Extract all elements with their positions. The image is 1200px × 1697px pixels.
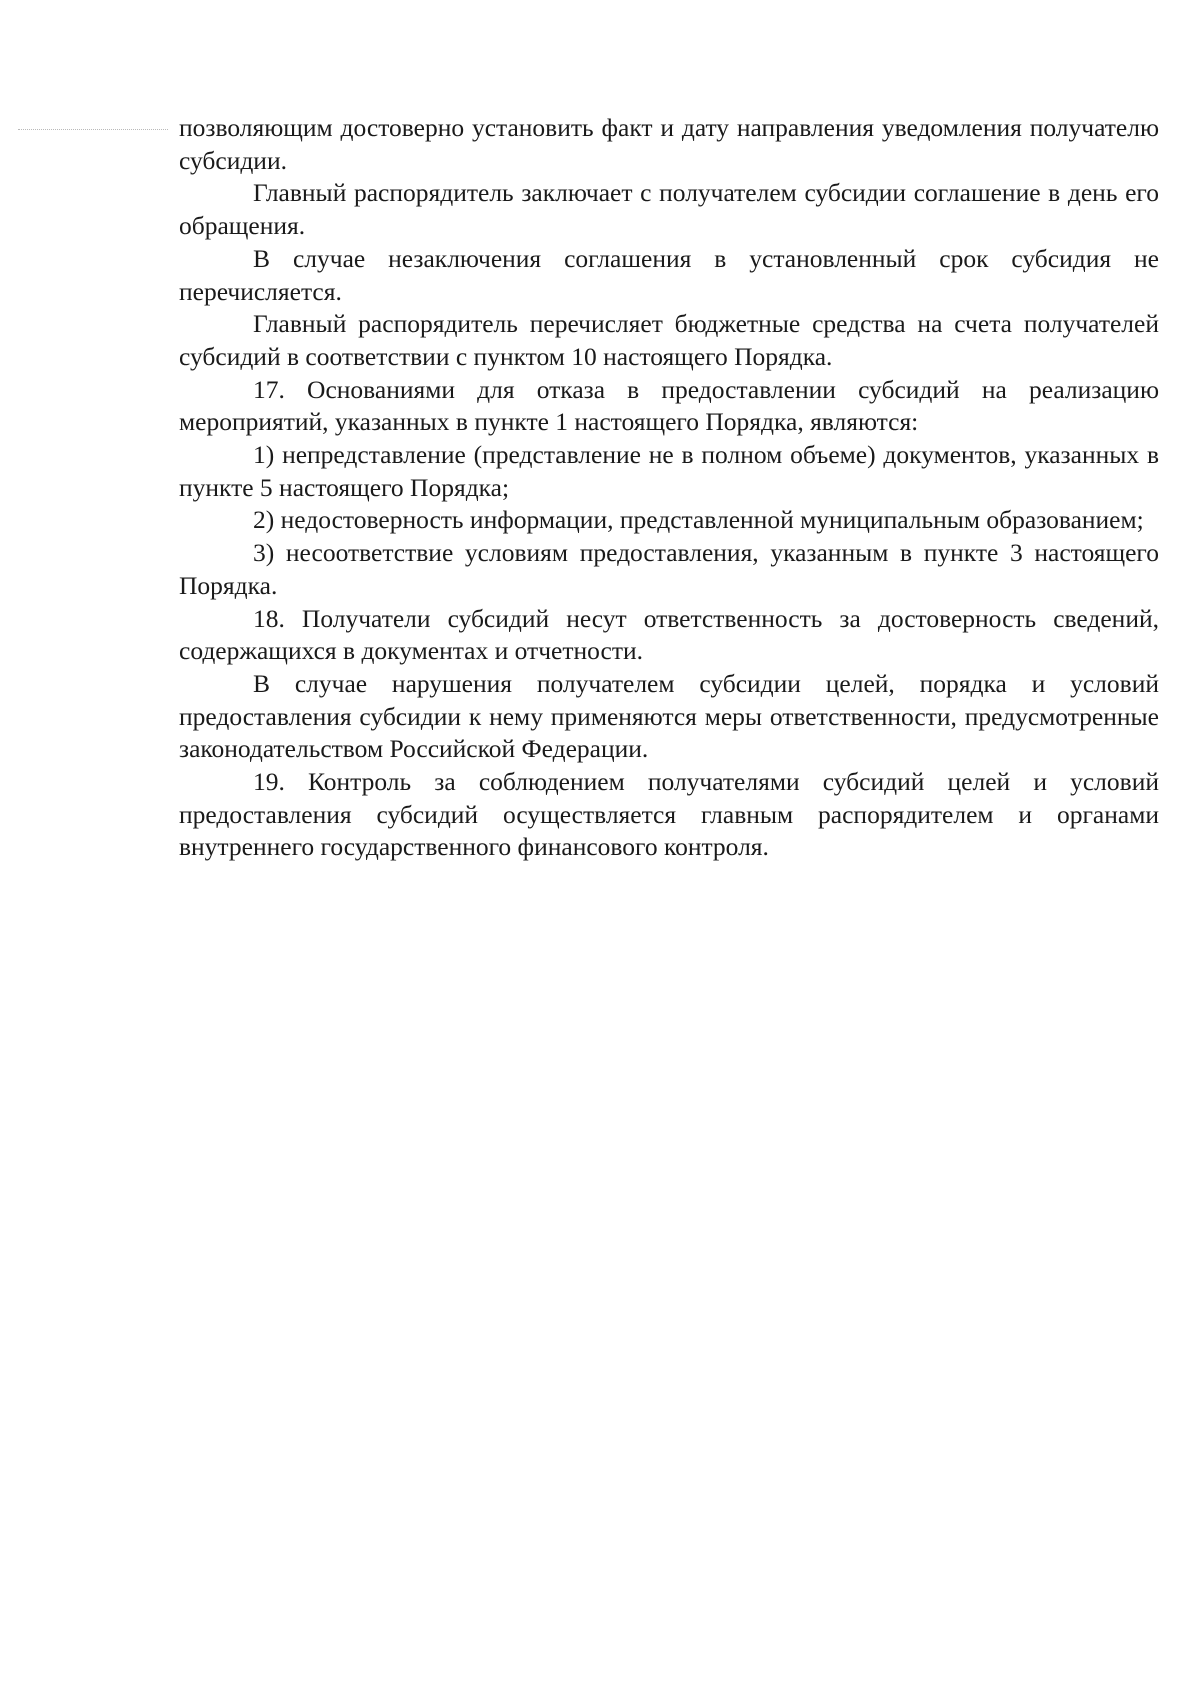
paragraph-agreement: Главный распорядитель заключает с получателем субсидии соглашение в день его обращения. [179,178,1159,241]
paragraph-violation: В случае нарушения получателем субсидии целей, порядка и условий предоставления субсидии к нему применяются меры ответственности, предусмотренные законодательством Российской Федерации. [179,668,1159,764]
scan-artifact-dots [18,129,168,130]
paragraph-item-17: 17. Основаниями для отказа в предоставлении субсидий на реализацию мероприятий, указанных в пункте 1 настоящего Порядка, являются: [179,374,1159,437]
paragraph-item-19: 19. Контроль за соблюдением получателями субсидий целей и условий предоставления субсидий осуществляется главным распорядителем и органами внутреннего государственного финансового контроля. [179,767,1159,862]
paragraph-subitem-3: 3) несоответствие условиям предоставления, указанным в пункте 3 настоящего Порядка. [179,538,1159,600]
paragraph-item-18: 18. Получатели субсидий несут ответственность за достоверность сведений, содержащихся в документах и отчетности. [179,603,1159,666]
document-body [179,112,1159,864]
paragraph-no-agreement: В случае незаключения соглашения в установленный срок субсидия не перечисляется. [179,243,1159,306]
paragraph-subitem-1: 1) непредставление (представление не в полном объеме) документов, указанных в пункте 5 настоящего Порядка; [179,440,1159,502]
paragraph-transfer: Главный распорядитель перечисляет бюджетные средства на счета получателей субсидий в соответствии с пунктом 10 настоящего Порядка. [179,309,1159,371]
paragraph-continuation: позволяющим достоверно установить факт и дату направления уведомления получателю субсидии. [179,113,1159,175]
paragraph-subitem-2: 2) недостоверность информации, представленной муниципальным образованием; [253,505,1144,535]
